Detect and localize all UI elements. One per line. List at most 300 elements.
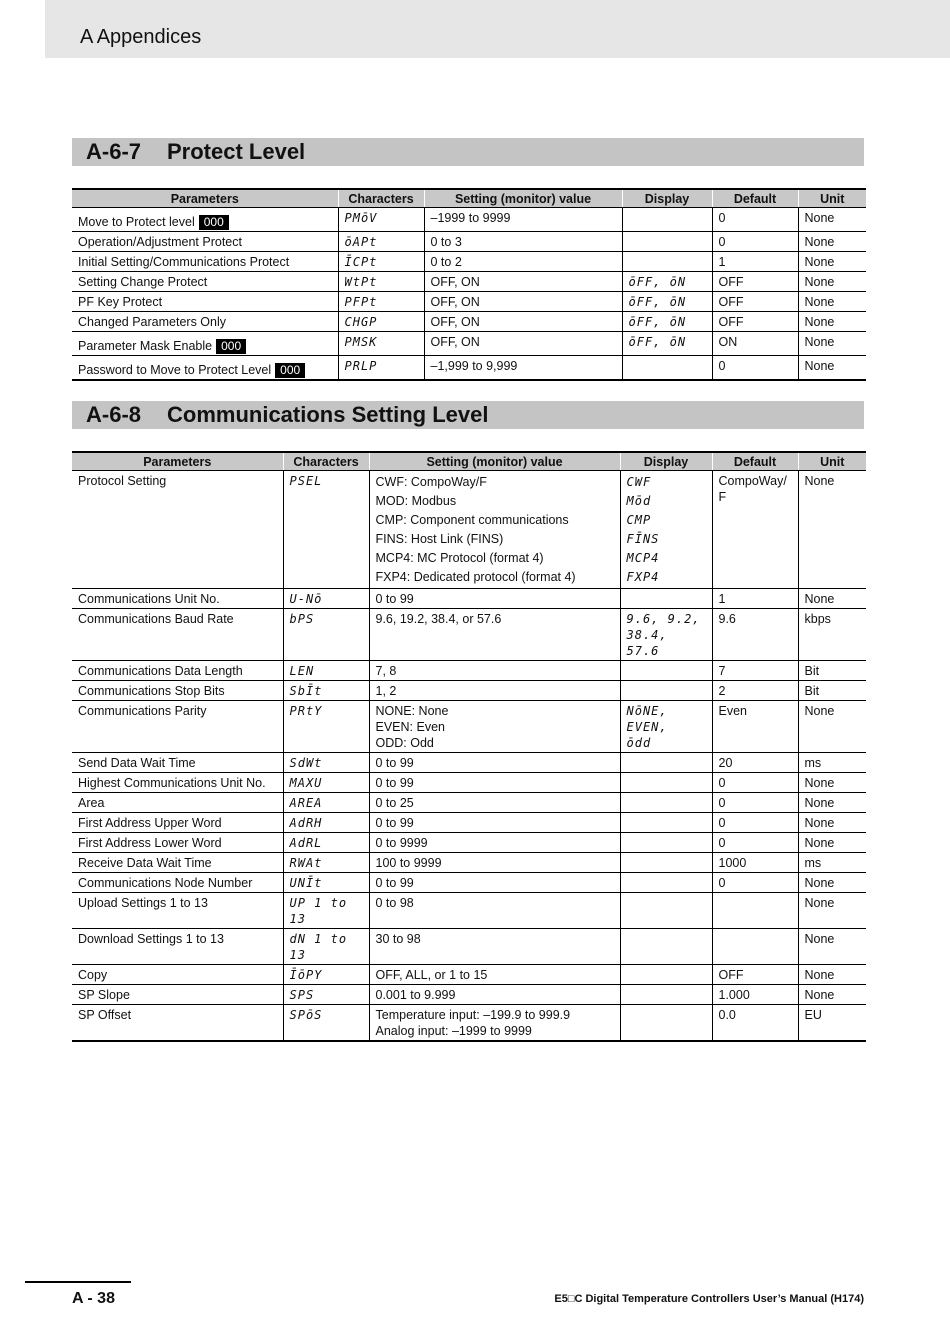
unit-cell: Bit xyxy=(798,661,866,681)
setting-value-cell xyxy=(369,753,620,773)
table-row xyxy=(72,208,866,232)
table-row xyxy=(72,753,866,773)
table-row xyxy=(72,609,866,661)
section-heading-communications-setting-level xyxy=(72,401,864,429)
characters-cell xyxy=(338,232,424,252)
setting-value-cell xyxy=(369,793,620,813)
lcd-display: ōFF, ōN xyxy=(628,295,687,309)
default-cell: 1 xyxy=(712,252,798,272)
lcd-characters: AdRL xyxy=(289,836,323,850)
parameter-cell: Highest Communications Unit No. xyxy=(72,773,283,793)
default-line: 0 xyxy=(718,796,726,810)
characters-cell xyxy=(338,356,424,381)
parameter-name: Password to Move to Protect Level xyxy=(78,363,272,377)
characters-cell xyxy=(283,793,369,813)
lcd-characters: RWAt xyxy=(289,856,323,870)
display-cell xyxy=(622,292,712,312)
display-line: CMP xyxy=(626,513,652,527)
table-row xyxy=(72,356,866,381)
lcd-characters: PSEL xyxy=(289,474,323,488)
unit-cell: ms xyxy=(798,853,866,873)
column-header: Characters xyxy=(283,452,369,471)
parameter-cell xyxy=(72,312,338,332)
default-line: 0 xyxy=(718,816,726,830)
setting-line: CMP: Component communications xyxy=(375,513,569,527)
unit-cell: None xyxy=(798,332,866,356)
column-header: Default xyxy=(712,452,798,471)
manual-title: E5□C Digital Temperature Controllers User’s Manual (H174) xyxy=(554,1293,864,1305)
parameter-name: PF Key Protect xyxy=(78,295,163,309)
lcd-characters: UNĪt xyxy=(289,876,323,890)
table-row xyxy=(72,793,866,813)
display-cell xyxy=(620,793,712,813)
setting-line: NONE: None xyxy=(375,704,449,718)
unit-cell: None xyxy=(798,292,866,312)
lcd-characters: MAXU xyxy=(289,776,323,790)
parameter-cell xyxy=(72,208,338,232)
setting-value-cell xyxy=(369,701,620,753)
setting-line: 30 to 98 xyxy=(375,932,421,946)
parameter-name: Setting Change Protect xyxy=(78,275,208,289)
default-cell: 0 xyxy=(712,356,798,381)
default-line: 1000 xyxy=(718,856,747,870)
display-cell xyxy=(620,873,712,893)
characters-cell xyxy=(338,272,424,292)
default-cell xyxy=(712,833,798,853)
characters-cell xyxy=(283,471,369,589)
display-line: FXP4 xyxy=(626,570,660,584)
lcd-characters: SPōS xyxy=(289,1008,323,1022)
default-cell: OFF xyxy=(712,312,798,332)
default-cell xyxy=(712,1005,798,1042)
column-header: Setting (monitor) value xyxy=(424,189,622,208)
table-row xyxy=(72,1005,866,1042)
characters-cell xyxy=(338,252,424,272)
lcd-characters: bPS xyxy=(289,612,315,626)
protect-level-table xyxy=(72,188,866,381)
section-number: A-6-7 xyxy=(86,139,142,164)
table-row xyxy=(72,929,866,965)
setting-line: 0 to 9999 xyxy=(375,836,428,850)
display-cell xyxy=(620,1005,712,1042)
default-cell xyxy=(712,793,798,813)
default-line: 0.0 xyxy=(718,1008,736,1022)
display-line: ōdd xyxy=(626,736,652,750)
setting-value-cell xyxy=(369,853,620,873)
unit-cell: None xyxy=(798,272,866,292)
lcd-characters: WtPt xyxy=(344,275,378,289)
display-cell xyxy=(622,232,712,252)
page-number: A - 38 xyxy=(72,1290,115,1307)
lcd-display: ōFF, ōN xyxy=(628,315,687,329)
characters-cell xyxy=(338,332,424,356)
parameter-cell: Communications Node Number xyxy=(72,873,283,893)
setting-value-cell xyxy=(369,929,620,965)
lcd-characters: ĪōPY xyxy=(289,968,323,982)
column-header: Characters xyxy=(338,189,424,208)
lcd-characters: LEN xyxy=(289,664,315,678)
default-cell xyxy=(712,773,798,793)
chapter-header xyxy=(45,0,950,58)
unit-cell: None xyxy=(798,471,866,589)
section-title: Protect Level xyxy=(167,139,306,164)
display-cell xyxy=(622,332,712,356)
default-cell xyxy=(712,985,798,1005)
display-cell xyxy=(620,701,712,753)
setting-value-cell: 0 to 3 xyxy=(424,232,622,252)
column-header: Unit xyxy=(798,189,866,208)
parameter-cell: Protocol Setting xyxy=(72,471,283,589)
characters-cell xyxy=(283,661,369,681)
setting-line: FXP4: Dedicated protocol (format 4) xyxy=(375,570,576,584)
table-row xyxy=(72,471,866,589)
default-cell xyxy=(712,929,798,965)
lcd-characters: PMSK xyxy=(344,335,378,349)
parameter-name: Changed Parameters Only xyxy=(78,315,226,329)
setting-value-cell xyxy=(369,471,620,589)
default-cell xyxy=(712,589,798,609)
display-cell xyxy=(620,965,712,985)
display-cell xyxy=(620,929,712,965)
lcd-display: ōFF, ōN xyxy=(628,335,687,349)
unit-cell: None xyxy=(798,252,866,272)
display-cell xyxy=(620,661,712,681)
setting-value-cell xyxy=(369,609,620,661)
unit-cell: None xyxy=(798,208,866,232)
display-line: NōNE, EVEN, xyxy=(626,704,668,734)
characters-cell xyxy=(283,1005,369,1042)
lcd-characters: PMōV xyxy=(344,211,378,225)
default-cell xyxy=(712,873,798,893)
table-row xyxy=(72,589,866,609)
default-cell: OFF xyxy=(712,292,798,312)
lcd-characters: SbĪt xyxy=(289,684,323,698)
setting-value-cell xyxy=(369,965,620,985)
lcd-characters: dN 1 to 13 xyxy=(289,932,348,962)
unit-cell: None xyxy=(798,985,866,1005)
parameter-cell: First Address Upper Word xyxy=(72,813,283,833)
access-level-badge: 000 xyxy=(275,363,305,378)
default-cell xyxy=(712,471,798,589)
parameter-name: Operation/Adjustment Protect xyxy=(78,235,242,249)
default-cell xyxy=(712,813,798,833)
unit-cell: None xyxy=(798,793,866,813)
chapter-title: A Appendices xyxy=(80,26,202,48)
footer-rule xyxy=(25,1281,131,1283)
default-line: OFF xyxy=(718,968,744,982)
setting-line: 0 to 99 xyxy=(375,816,414,830)
default-line: 0 xyxy=(718,776,726,790)
parameter-name: Move to Protect level xyxy=(78,215,195,229)
default-line: Even xyxy=(718,704,747,718)
parameter-cell: Communications Parity xyxy=(72,701,283,753)
characters-cell xyxy=(338,208,424,232)
display-cell xyxy=(620,753,712,773)
characters-cell xyxy=(283,853,369,873)
parameter-cell xyxy=(72,232,338,252)
setting-line: 0 to 99 xyxy=(375,876,414,890)
lcd-characters: AdRH xyxy=(289,816,323,830)
lcd-characters: ōAPt xyxy=(344,235,378,249)
setting-line: 0.001 to 9.999 xyxy=(375,988,456,1002)
default-line: 1.000 xyxy=(718,988,750,1002)
unit-cell: kbps xyxy=(798,609,866,661)
section-heading-protect-level xyxy=(72,138,864,166)
table-row xyxy=(72,272,866,292)
default-line: F xyxy=(718,490,727,504)
column-header: Default xyxy=(712,189,798,208)
unit-cell: Bit xyxy=(798,681,866,701)
default-line: 0 xyxy=(718,876,726,890)
default-line: 0 xyxy=(718,836,726,850)
setting-line: 0 to 99 xyxy=(375,756,414,770)
display-line: MCP4 xyxy=(626,551,660,565)
setting-value-cell: OFF, ON xyxy=(424,292,622,312)
setting-value-cell xyxy=(369,1005,620,1042)
lcd-display: ōFF, ōN xyxy=(628,275,687,289)
table-row xyxy=(72,312,866,332)
default-line: 1 xyxy=(718,592,726,606)
table-row xyxy=(72,853,866,873)
lcd-characters: U-Nō xyxy=(289,592,323,606)
parameter-cell: Download Settings 1 to 13 xyxy=(72,929,283,965)
setting-value-cell: OFF, ON xyxy=(424,312,622,332)
display-line: 57.6 xyxy=(626,644,660,658)
default-cell xyxy=(712,701,798,753)
display-cell xyxy=(620,985,712,1005)
parameter-name: Parameter Mask Enable xyxy=(78,339,213,353)
display-cell xyxy=(620,681,712,701)
default-line: 2 xyxy=(718,684,726,698)
parameter-cell: Receive Data Wait Time xyxy=(72,853,283,873)
setting-line: 0 to 25 xyxy=(375,796,414,810)
default-line: 9.6 xyxy=(718,612,736,626)
parameter-cell xyxy=(72,332,338,356)
access-level-badge: 000 xyxy=(216,339,246,354)
access-level-badge: 000 xyxy=(199,215,229,230)
table-row xyxy=(72,893,866,929)
display-cell xyxy=(620,773,712,793)
unit-cell: None xyxy=(798,833,866,853)
default-line: 20 xyxy=(718,756,733,770)
setting-line: EVEN: Even xyxy=(375,720,445,734)
table-row xyxy=(72,965,866,985)
setting-value-cell xyxy=(369,833,620,853)
table-row xyxy=(72,232,866,252)
unit-cell: None xyxy=(798,232,866,252)
unit-cell: None xyxy=(798,312,866,332)
table-row xyxy=(72,332,866,356)
characters-cell xyxy=(283,813,369,833)
lcd-characters: PRLP xyxy=(344,359,378,373)
setting-value-cell xyxy=(369,773,620,793)
setting-line: 0 to 99 xyxy=(375,776,414,790)
display-cell xyxy=(622,252,712,272)
table-row xyxy=(72,773,866,793)
display-cell xyxy=(620,813,712,833)
table-row xyxy=(72,701,866,753)
display-cell xyxy=(620,589,712,609)
display-line: FĪNS xyxy=(626,532,660,546)
lcd-characters: CHGP xyxy=(344,315,378,329)
column-header: Parameters xyxy=(72,189,338,208)
characters-cell xyxy=(283,609,369,661)
parameter-cell xyxy=(72,272,338,292)
characters-cell xyxy=(283,753,369,773)
setting-line: 1, 2 xyxy=(375,684,397,698)
setting-value-cell: –1999 to 9999 xyxy=(424,208,622,232)
default-cell xyxy=(712,893,798,929)
characters-cell xyxy=(338,312,424,332)
lcd-characters: SdWt xyxy=(289,756,323,770)
section-number: A-6-8 xyxy=(86,402,142,427)
parameter-cell: Communications Baud Rate xyxy=(72,609,283,661)
table-row xyxy=(72,292,866,312)
display-cell xyxy=(622,272,712,292)
lcd-characters: AREA xyxy=(289,796,323,810)
setting-line: OFF, ALL, or 1 to 15 xyxy=(375,968,488,982)
default-cell xyxy=(712,661,798,681)
setting-line: Analog input: –1999 to 9999 xyxy=(375,1024,532,1038)
setting-value-cell xyxy=(369,873,620,893)
setting-value-cell xyxy=(369,985,620,1005)
parameter-cell: Communications Stop Bits xyxy=(72,681,283,701)
parameter-cell: Area xyxy=(72,793,283,813)
characters-cell xyxy=(283,833,369,853)
unit-cell: None xyxy=(798,929,866,965)
parameter-cell: SP Offset xyxy=(72,1005,283,1042)
display-cell xyxy=(620,471,712,589)
lcd-characters: ĪCPt xyxy=(344,255,378,269)
unit-cell: None xyxy=(798,773,866,793)
setting-value-cell xyxy=(369,681,620,701)
default-line: CompoWay/ xyxy=(718,474,787,488)
default-cell: ON xyxy=(712,332,798,356)
characters-cell xyxy=(338,292,424,312)
communications-setting-table xyxy=(72,451,866,1042)
display-cell xyxy=(620,833,712,853)
column-header: Display xyxy=(620,452,712,471)
table-row xyxy=(72,681,866,701)
unit-cell: None xyxy=(798,589,866,609)
display-cell xyxy=(622,208,712,232)
default-cell: 0 xyxy=(712,232,798,252)
table-row xyxy=(72,661,866,681)
parameter-cell: SP Slope xyxy=(72,985,283,1005)
default-line: 7 xyxy=(718,664,726,678)
default-cell: 0 xyxy=(712,208,798,232)
characters-cell xyxy=(283,985,369,1005)
setting-value-cell xyxy=(369,661,620,681)
lcd-characters: UP 1 to 13 xyxy=(289,896,348,926)
setting-line: 100 to 9999 xyxy=(375,856,442,870)
parameter-cell: Upload Settings 1 to 13 xyxy=(72,893,283,929)
setting-line: 7, 8 xyxy=(375,664,397,678)
default-cell xyxy=(712,681,798,701)
parameter-cell: Send Data Wait Time xyxy=(72,753,283,773)
setting-line: FINS: Host Link (FINS) xyxy=(375,532,504,546)
lcd-characters: PFPt xyxy=(344,295,378,309)
characters-cell xyxy=(283,773,369,793)
unit-cell: None xyxy=(798,965,866,985)
characters-cell xyxy=(283,681,369,701)
setting-value-cell xyxy=(369,893,620,929)
characters-cell xyxy=(283,965,369,985)
unit-cell: EU xyxy=(798,1005,866,1042)
default-cell xyxy=(712,753,798,773)
unit-cell: None xyxy=(798,893,866,929)
column-header: Unit xyxy=(798,452,866,471)
column-header: Display xyxy=(622,189,712,208)
setting-line: 9.6, 19.2, 38.4, or 57.6 xyxy=(375,612,502,626)
parameter-cell xyxy=(72,252,338,272)
parameter-cell: Communications Unit No. xyxy=(72,589,283,609)
unit-cell: None xyxy=(798,873,866,893)
default-cell: OFF xyxy=(712,272,798,292)
characters-cell xyxy=(283,929,369,965)
setting-value-cell: 0 to 2 xyxy=(424,252,622,272)
lcd-characters: PRtY xyxy=(289,704,323,718)
parameter-cell: First Address Lower Word xyxy=(72,833,283,853)
characters-cell xyxy=(283,701,369,753)
parameter-cell: Copy xyxy=(72,965,283,985)
setting-line: Temperature input: –199.9 to 999.9 xyxy=(375,1008,571,1022)
table-row xyxy=(72,985,866,1005)
table-row xyxy=(72,813,866,833)
setting-value-cell: OFF, ON xyxy=(424,332,622,356)
section-title: Communications Setting Level xyxy=(167,402,489,427)
setting-line: MCP4: MC Protocol (format 4) xyxy=(375,551,544,565)
setting-value-cell xyxy=(369,589,620,609)
parameter-cell: Communications Data Length xyxy=(72,661,283,681)
table-row xyxy=(72,833,866,853)
parameter-cell xyxy=(72,292,338,312)
setting-value-cell: –1,999 to 9,999 xyxy=(424,356,622,381)
table-row xyxy=(72,252,866,272)
column-header: Parameters xyxy=(72,452,283,471)
characters-cell xyxy=(283,589,369,609)
unit-cell: None xyxy=(798,813,866,833)
default-cell xyxy=(712,965,798,985)
characters-cell xyxy=(283,893,369,929)
unit-cell: ms xyxy=(798,753,866,773)
display-line: CWF xyxy=(626,475,652,489)
setting-value-cell: OFF, ON xyxy=(424,272,622,292)
display-cell xyxy=(620,853,712,873)
column-header: Setting (monitor) value xyxy=(369,452,620,471)
setting-line: MOD: Modbus xyxy=(375,494,457,508)
lcd-characters: SPS xyxy=(289,988,315,1002)
setting-value-cell xyxy=(369,813,620,833)
default-cell xyxy=(712,609,798,661)
display-cell xyxy=(620,893,712,929)
setting-line: ODD: Odd xyxy=(375,736,434,750)
unit-cell: None xyxy=(798,356,866,381)
default-cell xyxy=(712,853,798,873)
parameter-cell xyxy=(72,356,338,381)
display-cell xyxy=(622,356,712,381)
table-row xyxy=(72,873,866,893)
display-line: Mōd xyxy=(626,494,652,508)
characters-cell xyxy=(283,873,369,893)
display-cell xyxy=(622,312,712,332)
setting-line: CWF: CompoWay/F xyxy=(375,475,487,489)
parameter-name: Initial Setting/Communications Protect xyxy=(78,255,290,269)
setting-line: 0 to 99 xyxy=(375,592,414,606)
unit-cell: None xyxy=(798,701,866,753)
setting-line: 0 to 98 xyxy=(375,896,414,910)
display-cell xyxy=(620,609,712,661)
